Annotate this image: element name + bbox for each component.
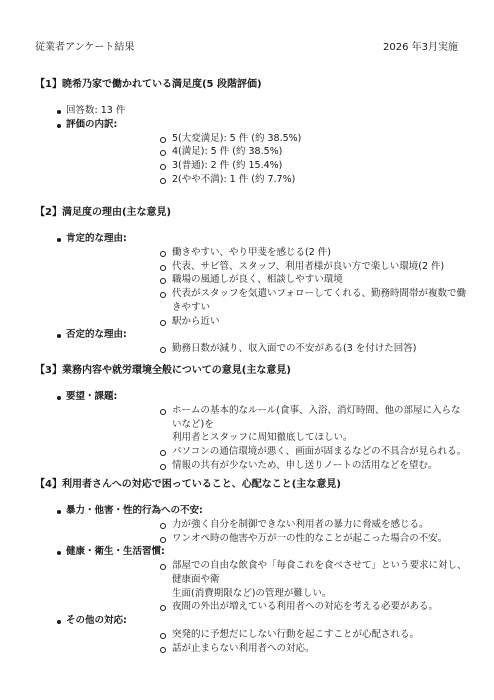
list-item [66,173,494,187]
rating-4: 4(満足): 5 件 (約 38.5%) [172,146,283,158]
list-item [0,614,494,655]
concern-text: ワンオペ時の他害や万が一の性的なことが起こった場合の不安。 [172,532,448,544]
list-item [0,545,494,614]
circle-bullet-icon [160,292,166,298]
circle-bullet-icon [160,450,166,456]
list-item [66,145,494,159]
concern-text: 話が止まらない利用者への対応。 [172,642,315,654]
list-item [66,260,494,274]
list-item [66,628,494,642]
request-text: 情報の共有が少ないため、申し送りノートの活用などを望む。 [172,459,438,471]
request-text: パソコンの通信環境が悪く、画面が固まるなどの不具合が見られる。 [172,446,467,458]
rating-5: 5(大変満足): 5 件 (約 38.5%) [172,132,302,144]
circle-bullet-icon [160,409,166,415]
bullet-icon [57,510,61,514]
bullet-icon [57,110,61,114]
list-item [0,504,494,545]
circle-bullet-icon [160,647,166,653]
list-item [66,642,494,656]
list-item [66,518,494,532]
circle-bullet-icon [160,605,166,611]
positive-reason: 駅から近い [172,315,220,327]
positive-reason: 代表がスタッフを気遣いフォローしてくれる、勤務時間帯が複数で働きやすい [172,288,467,313]
bullet-icon [57,334,61,338]
list-item [66,159,494,173]
list-item [66,287,494,315]
positive-label: 肯定的な理由: [66,233,127,244]
list-item [0,118,494,187]
list-item [66,600,494,614]
bullet-icon [57,620,61,624]
bullet-icon [57,396,61,400]
concern-text: 力が強く自分を制御できない利用者の暴力に脅威を感じる。 [172,518,429,530]
section-3-body [0,390,494,473]
request-label: 要望・課題: [66,391,118,402]
circle-bullet-icon [160,178,166,184]
health-label: 健康・衛生・生活習慣: [66,546,165,558]
circle-bullet-icon [160,251,166,257]
breakdown-label: 評価の内訳: [66,118,118,130]
list-item [0,390,494,473]
list-item [66,246,494,260]
list-item [66,445,494,459]
circle-bullet-icon [160,523,166,529]
section-2-title: 【2】満足度の理由(主な意見) [35,207,172,218]
circle-bullet-icon [160,347,166,353]
concern-text-continued: 生面(消費期限など)の管理が難しい。 [172,587,332,599]
list-item [66,532,494,546]
list-item [66,315,494,329]
circle-bullet-icon [160,564,166,570]
circle-bullet-icon [160,464,166,470]
circle-bullet-icon [160,150,166,156]
bullet-icon [57,124,61,128]
request-text: ホームの基本的なルール(食事、入浴、消灯時間、他の部屋に入らないなど)を [172,404,461,430]
section-2-body [0,232,494,356]
list-item [66,559,494,600]
section-4-title: 【4】利用者さんへの対応で困っていること、心配なこと(主な意見) [35,479,341,490]
negative-label: 否定的な理由: [66,329,127,341]
concern-text: 夜間の外出が増えている利用者への対応を考える必要がある。 [172,601,439,613]
negative-reason: 勤務日数が減り、収入面での不安がある(3 を付けた回答) [172,343,417,355]
positive-reason: 職場の風通しが良く、相談しやすい環境 [172,274,343,286]
circle-bullet-icon [160,537,166,543]
document-title: 従業者アンケート結果 [35,42,135,53]
circle-bullet-icon [160,320,166,326]
rating-3: 3(普通): 2 件 (約 15.4%) [172,160,283,172]
request-text-continued: 利用者とスタッフに周知徹底してほしい。 [172,432,353,444]
response-count: 回答数: 13 件 [66,105,126,116]
circle-bullet-icon [160,164,166,170]
positive-reason: 働きやすい、やり甲斐を感じる(2 件) [172,246,331,258]
list-item [66,459,494,473]
section-1-title: 【1】暁希乃家で働かれている満足度(5 段階評価) [35,79,262,90]
rating-2: 2(やや不満): 1 件 (約 7.7%) [172,173,296,185]
bullet-icon [57,238,61,242]
survey-date: 2026 年3月実施 [383,42,458,53]
bullet-icon [57,551,61,555]
section-4-body [0,504,494,655]
list-item [0,232,494,328]
section-1-body [0,104,494,187]
other-label: その他の対応: [66,615,127,627]
section-3-title: 【3】業務内容や就労環境全般についての意見(主な意見) [35,365,291,376]
circle-bullet-icon [160,137,166,143]
concern-text: 突発的に予想だにしない行動を起こすことが心配される。 [172,628,420,640]
circle-bullet-icon [160,278,166,284]
list-item [66,132,494,146]
list-item [66,342,494,356]
list-item [0,104,494,118]
list-item [66,404,494,445]
list-item [0,328,494,356]
circle-bullet-icon [160,265,166,271]
positive-reason: 代表、サビ管、スタッフ、利用者様が良い方で楽しい環境(2 件) [172,260,445,272]
concern-text: 部屋での自由な飲食や「毎食これを食べさせて」という要求に対し、健康面や衛 [172,560,467,585]
violence-label: 暴力・他害・性的行為への不安: [66,505,203,516]
circle-bullet-icon [160,633,166,639]
list-item [66,273,494,287]
